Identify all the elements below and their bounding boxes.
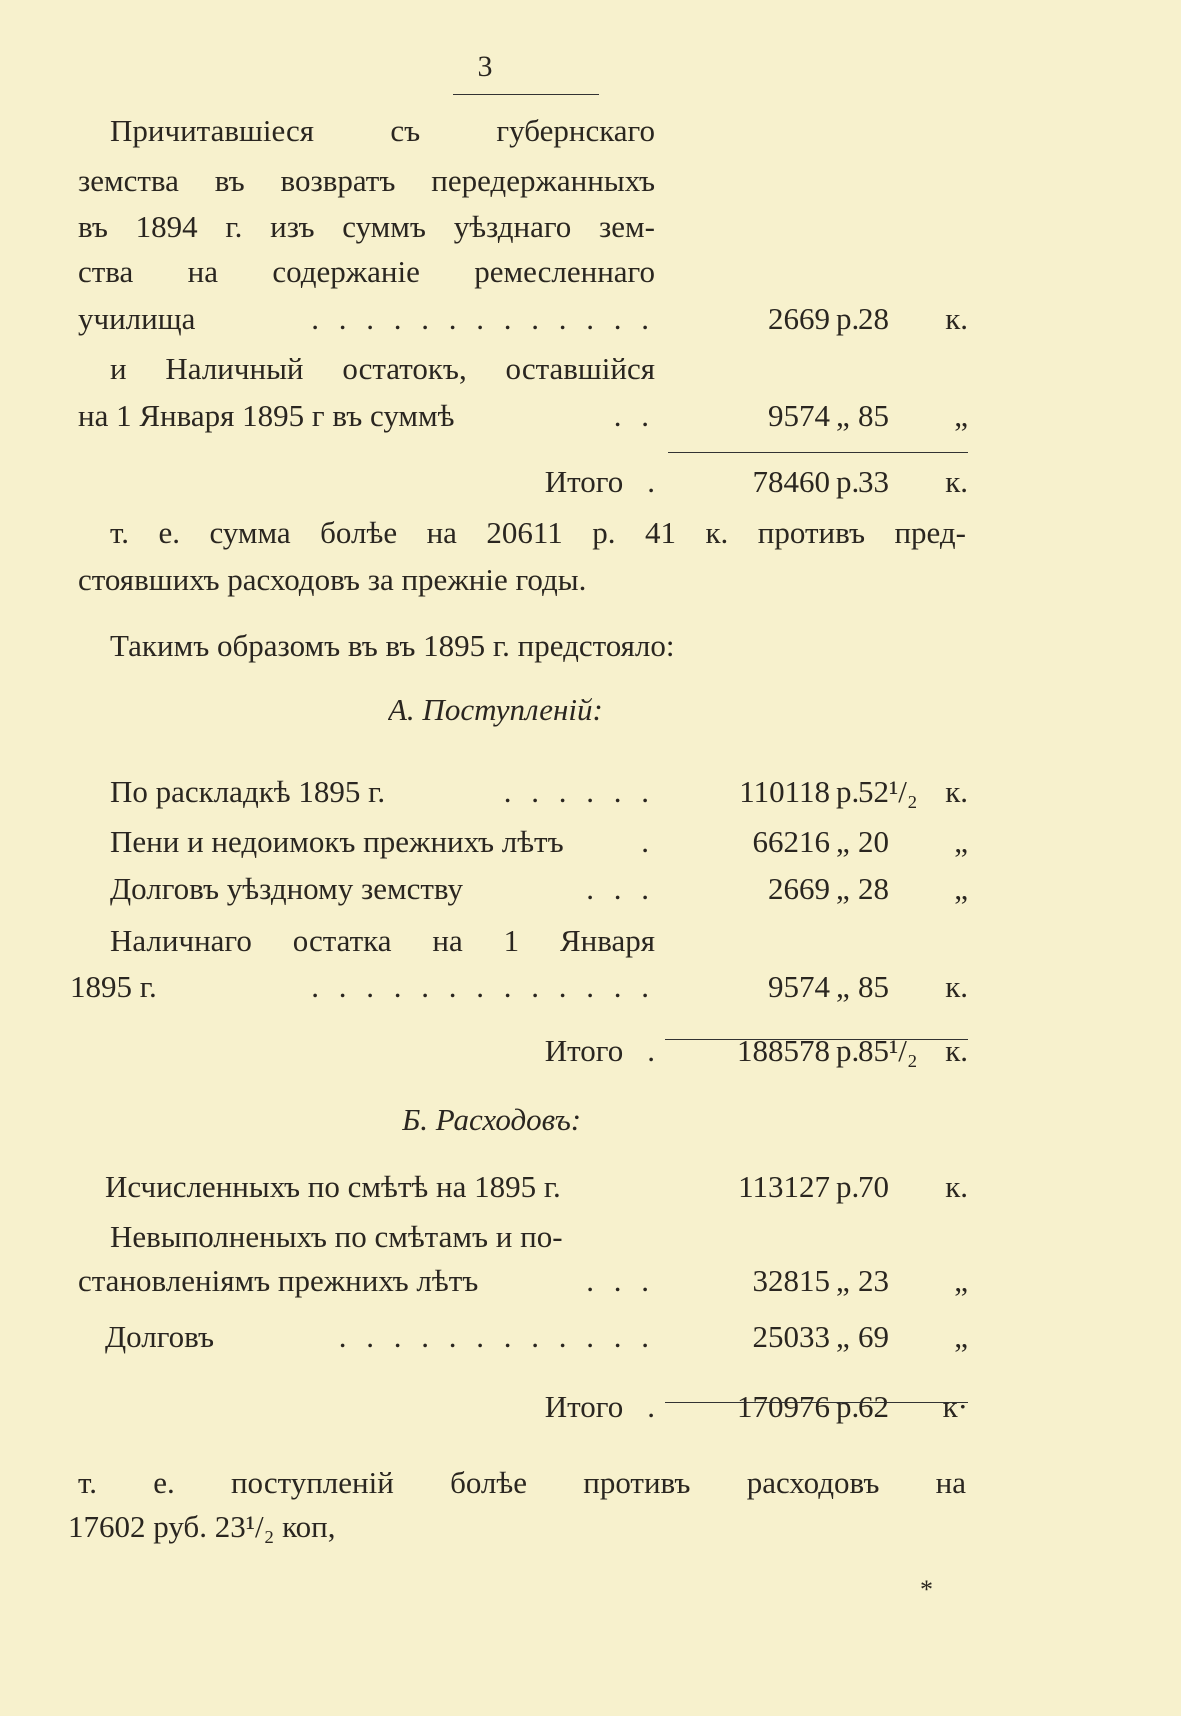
line-text: Итого — [544, 1389, 624, 1424]
rubles-amount: 78460 — [752, 464, 830, 499]
ledger-row — [0, 397, 1181, 435]
kopeks-amount: 69 — [858, 1319, 889, 1354]
rubles-unit: р. — [836, 1033, 860, 1068]
kopeks-unit: к. — [945, 969, 968, 1004]
total-row — [0, 1388, 1181, 1426]
dot-leader: . . . — [586, 871, 655, 906]
kopeks-unit: к. — [945, 464, 968, 499]
rubles-amount: 2669 — [768, 301, 830, 336]
line-label-wrap — [78, 463, 655, 501]
kopeks-amount: 62 — [858, 1389, 889, 1424]
text-line — [0, 1508, 1181, 1546]
kopeks-unit: „ — [954, 824, 968, 859]
rubles-amount: 66216 — [752, 824, 830, 859]
line-label-wrap — [78, 1262, 655, 1300]
line-text: и Наличный остатокъ, оставшiйся — [110, 351, 655, 386]
line-text: Итого — [544, 464, 624, 499]
line-label-wrap — [110, 773, 655, 811]
kopeks-amount: 85 — [858, 398, 889, 433]
sum-rule — [665, 1039, 968, 1040]
kopeks-amount: 85 — [858, 969, 889, 1004]
ledger-row — [0, 870, 1181, 908]
rubles-amount: 9574 — [768, 398, 830, 433]
dot-leader: . . . . . . . . . . . . — [338, 1319, 655, 1354]
dot-leader: . . . — [586, 1263, 655, 1298]
text-line — [0, 627, 1181, 665]
line-text: земства въ возвратъ передержанныхъ — [78, 163, 655, 198]
ledger-row — [0, 773, 1181, 811]
line-text: стоявшихъ расходовъ за прежнiе годы. — [78, 562, 587, 597]
section-heading — [0, 1101, 1181, 1139]
dot-leader: . . . . . . . . . . . . . — [311, 969, 655, 1004]
line-label-wrap — [110, 514, 966, 552]
dot-leader: . — [647, 1033, 655, 1068]
kopeks-amount: 28 — [858, 871, 889, 906]
kopeks-unit: к. — [945, 1169, 968, 1204]
rubles-amount: 170976 — [737, 1389, 830, 1424]
line-text: училища — [78, 301, 196, 336]
line-label-wrap — [78, 397, 655, 435]
line-text: Б. Расходовъ: — [402, 1102, 582, 1137]
line-text: Пени и недоимокъ прежнихъ лѣтъ — [110, 824, 564, 859]
kopeks-unit: к. — [945, 301, 968, 336]
line-text: Наличнаго остатка на 1 Января — [110, 923, 655, 958]
line-text: въ 1894 г. изъ суммъ уѣзднаго зем- — [78, 209, 655, 244]
dot-leader: . . . . . . . . . . . . . — [311, 301, 655, 336]
line-text: на 1 Января 1895 г въ суммѣ — [78, 398, 455, 433]
line-label-wrap — [110, 823, 655, 861]
kopeks-unit: „ — [954, 871, 968, 906]
line-label-wrap — [78, 1464, 966, 1502]
line-text: Долговъ — [105, 1319, 215, 1354]
ledger-row — [0, 1318, 1181, 1356]
text-line — [0, 514, 1181, 552]
ledger-row — [0, 968, 1181, 1006]
line-label-wrap — [110, 627, 810, 665]
line-text: А. Поступленiй: — [388, 692, 603, 727]
rubles-unit: „ — [836, 871, 850, 906]
line-label-wrap — [402, 1101, 702, 1139]
dot-leader: . . . . . . — [503, 774, 655, 809]
rubles-amount: 110118 — [739, 774, 830, 809]
dot-leader: . — [641, 824, 655, 859]
rubles-unit: р. — [836, 1169, 860, 1204]
rubles-unit: „ — [836, 969, 850, 1004]
text-line — [0, 112, 1181, 150]
rubles-unit: р. — [836, 464, 860, 499]
section-heading — [0, 691, 1181, 729]
line-label-wrap — [110, 112, 655, 150]
rubles-amount: 2669 — [768, 871, 830, 906]
total-row — [0, 1032, 1181, 1070]
sum-rule — [665, 1402, 968, 1403]
line-label-wrap — [78, 253, 655, 291]
dot-leader: . — [647, 1389, 655, 1424]
kopeks-unit: к. — [945, 774, 968, 809]
line-label-wrap — [78, 1032, 655, 1070]
line-label-wrap — [68, 1508, 668, 1546]
kopeks-amount: 85¹/₂ — [858, 1033, 918, 1068]
kopeks-unit: „ — [954, 1319, 968, 1354]
line-label-wrap — [110, 350, 655, 388]
kopeks-unit: „ — [954, 1263, 968, 1298]
total-row — [0, 463, 1181, 501]
text-line — [0, 162, 1181, 200]
rubles-unit: „ — [836, 1319, 850, 1354]
line-text: Долговъ уѣздному земству — [110, 871, 463, 906]
text-line — [0, 253, 1181, 291]
rubles-amount: 9574 — [768, 969, 830, 1004]
text-line — [0, 561, 1181, 599]
kopeks-amount: 23 — [858, 1263, 889, 1298]
kopeks-unit: „ — [954, 398, 968, 433]
line-text: ства на содержанiе ремесленнаго — [78, 254, 655, 289]
line-text: Итого — [544, 1033, 624, 1068]
line-label-wrap — [388, 691, 688, 729]
dot-leader: . . — [613, 398, 655, 433]
rubles-unit: р. — [836, 301, 860, 336]
line-label-wrap — [70, 968, 655, 1006]
kopeks-amount: 20 — [858, 824, 889, 859]
kopeks-amount: 52¹/₂ — [858, 774, 918, 809]
kopeks-amount: 33 — [858, 464, 889, 499]
line-text: 1895 г. — [70, 969, 157, 1004]
line-label-wrap — [78, 1388, 655, 1426]
line-text: Такимъ образомъ въ въ 1895 г. предстояло: — [110, 628, 675, 663]
rubles-unit: р. — [836, 774, 860, 809]
line-label-wrap — [78, 162, 655, 200]
line-label-wrap — [78, 208, 655, 246]
ledger-row — [0, 1168, 1181, 1206]
rubles-unit: р. — [836, 1389, 860, 1424]
text-line — [0, 1218, 1181, 1256]
dot-leader: . — [647, 464, 655, 499]
line-label-wrap — [110, 922, 655, 960]
kopeks-unit: к. — [945, 1033, 968, 1068]
line-label-wrap — [78, 300, 655, 338]
line-text: т. е. сумма болѣе на 20611 р. 41 к. противъ пред- — [110, 515, 966, 550]
line-text: 17602 руб. 23¹/₂ коп, — [68, 1509, 336, 1544]
footnote-mark: * — [920, 1575, 933, 1604]
page-number-rule — [453, 94, 599, 95]
rubles-unit: „ — [836, 824, 850, 859]
line-text: Невыполненыхъ по смѣтамъ и по- — [110, 1219, 563, 1254]
sum-rule — [668, 452, 968, 453]
line-text: т. е. поступленiй болѣе противъ расходовъ на — [78, 1465, 966, 1500]
ledger-row — [0, 1262, 1181, 1300]
rubles-amount: 188578 — [737, 1033, 830, 1068]
text-line — [0, 208, 1181, 246]
text-line — [0, 350, 1181, 388]
line-label-wrap — [105, 1318, 655, 1356]
line-text: Причитавшiеся съ губернскаго — [110, 113, 655, 148]
rubles-unit: „ — [836, 1263, 850, 1298]
line-text: Исчисленныхъ по смѣтѣ на 1895 г. — [105, 1169, 561, 1204]
rubles-amount: 25033 — [752, 1319, 830, 1354]
line-label-wrap — [110, 870, 655, 908]
kopeks-amount: 28 — [858, 301, 889, 336]
ledger-row — [0, 300, 1181, 338]
kopeks-unit: к· — [942, 1389, 968, 1424]
text-line — [0, 1464, 1181, 1502]
line-label-wrap — [78, 561, 718, 599]
rubles-unit: „ — [836, 398, 850, 433]
ledger-row — [0, 823, 1181, 861]
line-label-wrap — [105, 1168, 655, 1206]
line-text: По раскладкѣ 1895 г. — [110, 774, 386, 809]
page-number: 3 — [477, 50, 493, 83]
rubles-amount: 32815 — [752, 1263, 830, 1298]
rubles-amount: 113127 — [738, 1169, 830, 1204]
text-line — [0, 922, 1181, 960]
line-label-wrap — [110, 1218, 655, 1256]
line-text: становленiямъ прежнихъ лѣтъ — [78, 1263, 479, 1298]
kopeks-amount: 70 — [858, 1169, 889, 1204]
